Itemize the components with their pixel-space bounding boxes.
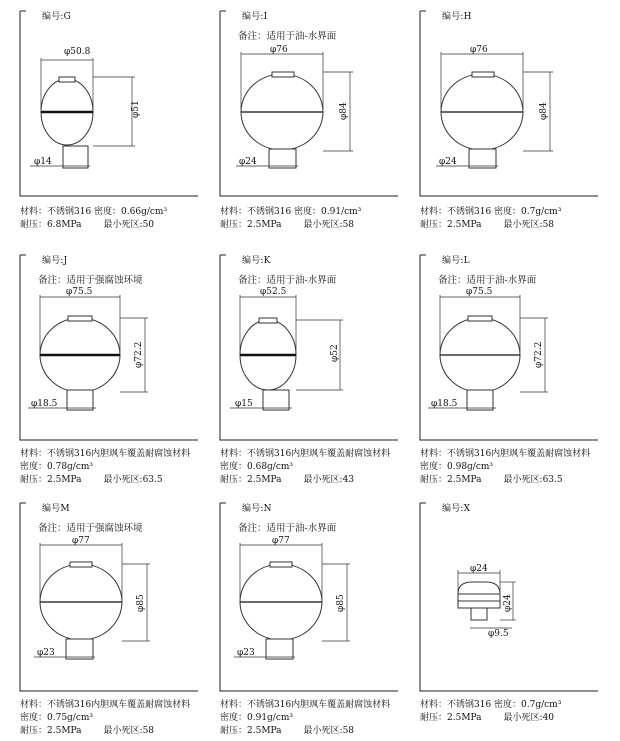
- spec-deadzone: 最小死区:63.5: [103, 475, 163, 485]
- model-code: 编号:L: [440, 253, 472, 266]
- float-card-x: [420, 498, 620, 738]
- height-label: φ24: [503, 594, 513, 612]
- spec-deadzone: 最小死区:58: [303, 726, 355, 736]
- spec-deadzone: 最小死区:40: [503, 713, 555, 723]
- float-card-g: [20, 6, 220, 246]
- neck-diameter-label: φ24: [239, 157, 257, 167]
- spec-block: [220, 699, 390, 738]
- spec-pressure: 耐压：2.5MPa: [20, 475, 82, 485]
- spec-density: 密度：0.98g/cm³: [420, 462, 494, 472]
- drawing-frame: [220, 250, 400, 440]
- spec-material: 材料：不锈钢316 密度：0.7g/cm³: [420, 207, 562, 217]
- spec-material: 材料：不锈钢316 密度：0.66g/cm³: [20, 207, 168, 217]
- height-label: φ85: [336, 594, 346, 612]
- spec-deadzone: 最小死区:63.5: [503, 475, 563, 485]
- drawing-frame: [20, 6, 200, 196]
- height-label: φ85: [136, 594, 146, 612]
- spec-material: 材料：不锈钢316 密度：0.7g/cm³: [420, 700, 562, 710]
- spec-pressure: 耐压：2.5MPa: [220, 726, 282, 736]
- height-label: φ51: [131, 100, 141, 118]
- top-diameter-label: φ76: [270, 45, 288, 55]
- spec-density: 密度：0.78g/cm³: [20, 462, 94, 472]
- float-drawing: [20, 6, 200, 196]
- spec-material: 材料：不锈钢316内胆飒车覆盖耐腐蚀材料: [420, 449, 591, 459]
- float-card-m: [20, 498, 220, 738]
- spec-material: 材料：不锈钢316内胆飒车覆盖耐腐蚀材料: [220, 700, 391, 710]
- top-diameter-label: φ75.5: [466, 287, 493, 297]
- spec-block: [420, 448, 590, 487]
- top-diameter-label: φ50.8: [64, 47, 91, 57]
- top-diameter-label: φ76: [470, 45, 488, 55]
- spec-block: [420, 699, 561, 725]
- top-diameter-label: φ75.5: [66, 287, 93, 297]
- drawing-frame: [420, 250, 600, 440]
- spec-block: [420, 206, 561, 232]
- drawing-frame: [220, 498, 400, 688]
- remark: 备注：适用于油-水界面: [238, 523, 337, 534]
- float-card-h: [420, 6, 620, 246]
- float-drawing: [420, 498, 600, 693]
- float-drawing: [420, 6, 600, 196]
- model-code: 编号:X: [440, 501, 472, 514]
- spec-deadzone: 最小死区:50: [103, 220, 155, 230]
- float-card-l: [420, 250, 620, 490]
- remark: 备注：适用于油-水界面: [238, 275, 337, 286]
- neck-diameter-label: φ15: [235, 399, 253, 409]
- spec-density: 密度：0.68g/cm³: [220, 462, 294, 472]
- top-diameter-label: φ77: [272, 536, 290, 546]
- spec-deadzone: 最小死区:43: [303, 475, 355, 485]
- spec-deadzone: 最小死区:58: [503, 220, 555, 230]
- float-card-k: [220, 250, 420, 490]
- neck-diameter-label: φ18.5: [431, 399, 458, 409]
- neck-diameter-label: φ24: [439, 157, 457, 167]
- model-code: 编号M: [40, 501, 72, 514]
- drawing-frame: [220, 6, 400, 196]
- spec-density: 密度：0.91g/cm³: [220, 713, 294, 723]
- model-code: 编号:N: [240, 501, 274, 514]
- top-diameter-label: φ52.5: [260, 287, 287, 297]
- remark: 备注：适用于油-水界面: [438, 275, 537, 286]
- neck-diameter-label: φ14: [34, 157, 52, 167]
- drawing-frame: [420, 498, 600, 688]
- drawing-frame: [20, 250, 200, 440]
- spec-material: 材料：不锈钢316内胆飒车覆盖耐腐蚀材料: [220, 449, 391, 459]
- spec-pressure: 耐压：2.5MPa: [220, 475, 282, 485]
- height-label: φ72.2: [534, 341, 544, 368]
- model-code: 编号:J: [40, 253, 69, 266]
- spec-pressure: 耐压：6.8MPa: [20, 220, 82, 230]
- model-code: 编号:I: [240, 9, 269, 22]
- spec-block: [220, 448, 390, 487]
- spec-block: [20, 699, 190, 738]
- remark: 备注：适用于强腐蚀环境: [38, 523, 143, 534]
- drawing-frame: [20, 498, 200, 688]
- spec-deadzone: 最小死区:58: [103, 726, 155, 736]
- top-diameter-label: φ77: [72, 536, 90, 546]
- neck-diameter-label: φ9.5: [488, 629, 509, 639]
- height-label: φ52: [330, 344, 340, 362]
- spec-pressure: 耐压：2.5MPa: [220, 220, 282, 230]
- model-code: 编号:K: [240, 253, 273, 266]
- spec-density: 密度：0.75g/cm³: [20, 713, 94, 723]
- spec-material: 材料：不锈钢316内胆飒车覆盖耐腐蚀材料: [20, 700, 191, 710]
- model-code: 编号:G: [40, 9, 73, 22]
- spec-material: 材料：不锈钢316内胆飒车覆盖耐腐蚀材料: [20, 449, 191, 459]
- spec-pressure: 耐压：2.5MPa: [420, 713, 482, 723]
- float-card-j: [20, 250, 220, 490]
- spec-block: [20, 206, 167, 232]
- height-label: φ84: [539, 102, 549, 120]
- neck-diameter-label: φ18.5: [31, 399, 58, 409]
- spec-deadzone: 最小死区:58: [303, 220, 355, 230]
- spec-pressure: 耐压：2.5MPa: [420, 220, 482, 230]
- model-code: 编号:H: [440, 9, 474, 22]
- float-card-i: [220, 6, 420, 246]
- spec-block: [20, 448, 190, 487]
- height-label: φ84: [339, 102, 349, 120]
- float-card-n: [220, 498, 420, 738]
- drawing-frame: [420, 6, 600, 196]
- remark: 备注：适用于油-水界面: [238, 31, 337, 42]
- neck-diameter-label: φ23: [237, 648, 255, 658]
- height-label: φ72.2: [134, 341, 144, 368]
- remark: 备注：适用于强腐蚀环境: [38, 275, 143, 286]
- top-diameter-label: φ24: [470, 564, 488, 574]
- spec-block: [220, 206, 361, 232]
- spec-pressure: 耐压：2.5MPa: [20, 726, 82, 736]
- spec-material: 材料：不锈钢316 密度：0.91/cm³: [220, 207, 362, 217]
- neck-diameter-label: φ23: [37, 648, 55, 658]
- spec-pressure: 耐压：2.5MPa: [420, 475, 482, 485]
